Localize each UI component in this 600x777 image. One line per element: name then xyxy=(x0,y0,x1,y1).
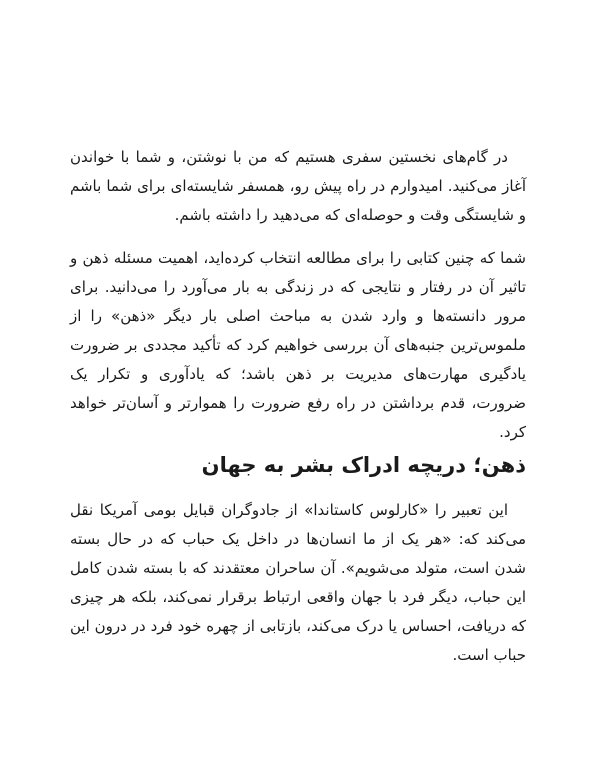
context-paragraph: شما که چنین کتابی را برای مطالعه انتخاب کرده‌اید، اهمیت مسئله ذهن و تاثیر آن در رفتار و نتایجی که در زندگی به بار می‌آورد را می‌دانید. برای مرور دانسته‌ها و وارد شدن به مباحث اصلی بار دیگر «ذهن» را از ملموس‌ترین جنبه‌های آن بررسی خواهیم کرد که تأکید مجددی بر ضرورت یادگیری مهارت‌های مدیریت بر ذهن باشد؛ که یادآوری و تکرار یک ضرورت، قدم برداشتن در راه رفع ضرورت را هموارتر و آسان‌تر خواهد کرد. xyxy=(70,249,526,441)
section-paragraph: این تعبیر را «کارلوس کاستاندا» از جادوگران قبایل بومی آمریکا نقل می‌کند که: «هر یک از ما انسان‌ها در داخل یک حباب که در حال بسته شدن است، متولد می‌شویم». آن ساحران معتقدند که با بسته شدن کامل این حباب، دیگر فرد با جهان واقعی ارتباط برقرار نمی‌کند، بلکه هر چیزی که دریافت، احساس یا درک می‌کند، بازتابی از چهره خود فرد در درون این حباب است. xyxy=(70,501,526,664)
intro-paragraph: در گام‌های نخستین سفری هستیم که من با نوشتن، و شما با خواندن آغاز می‌کنید. امیدوارم در راه پیش رو، همسفر شایسته‌ای برای شما باشم و شایستگی وقت و حوصله‌ای که می‌دهید را داشته باشم. xyxy=(70,148,526,224)
section-heading: ذهن؛ دریچه ادراک بشر به جهان xyxy=(201,453,526,477)
